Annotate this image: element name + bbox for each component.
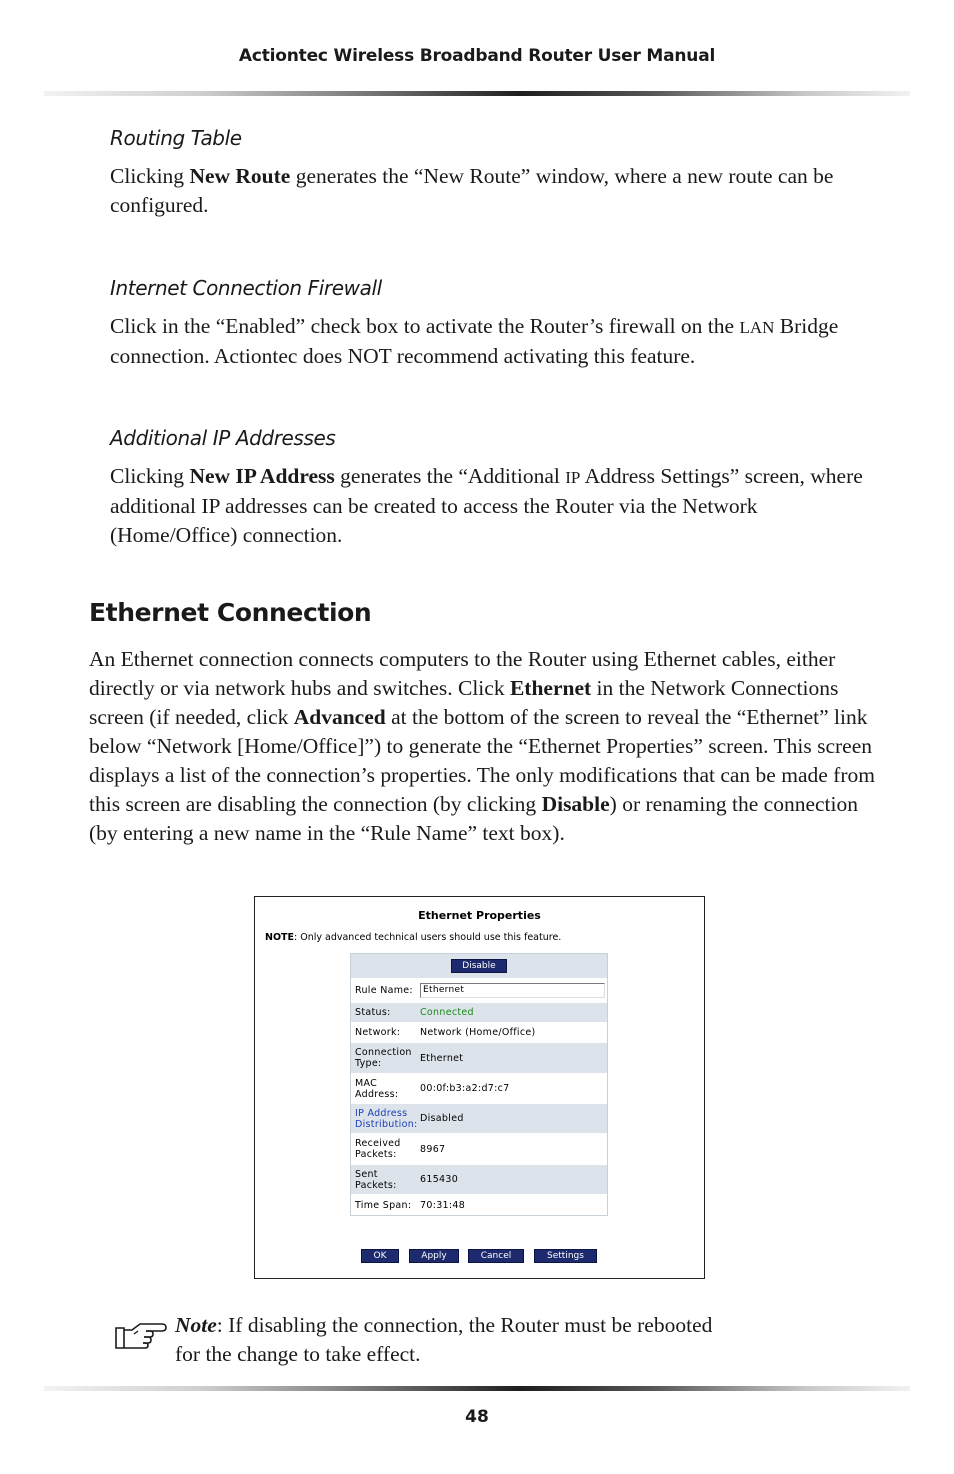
cancel-button[interactable]: Cancel bbox=[468, 1249, 524, 1263]
table-row: Sent Packets: 615430 bbox=[351, 1165, 607, 1195]
table-row: MAC Address: 00:0f:b3:a2:d7:c7 bbox=[351, 1074, 607, 1104]
new-ip-address-term: New IP Address bbox=[189, 464, 335, 488]
footer-divider bbox=[44, 1386, 910, 1391]
ip-address-distribution-link[interactable]: IP Address Distribution: bbox=[355, 1107, 418, 1130]
header-divider bbox=[44, 91, 910, 96]
additional-ip-heading: Additional IP Addresses bbox=[110, 426, 336, 450]
ethernet-properties-screenshot bbox=[254, 896, 705, 1279]
properties-table bbox=[350, 953, 608, 1216]
rule-name-input[interactable]: Ethernet bbox=[420, 983, 605, 998]
section-title: Ethernet Connection bbox=[89, 598, 372, 627]
table-row: Connection Type: Ethernet bbox=[351, 1043, 607, 1074]
running-head: Actiontec Wireless Broadband Router User Manual bbox=[238, 46, 716, 66]
firewall-heading: Internet Connection Firewall bbox=[110, 276, 382, 300]
rule-name-row bbox=[351, 979, 607, 1003]
disable-button[interactable]: Disable bbox=[451, 959, 507, 973]
disable-row bbox=[351, 954, 607, 979]
routing-table-paragraph: Clicking New Route generates the “New Route” window, where a new route can be configured. bbox=[110, 164, 834, 217]
status-value: Connected bbox=[420, 1007, 474, 1018]
routing-table-heading: Routing Table bbox=[110, 126, 242, 150]
table-row: Time Span: 70:31:48 bbox=[351, 1195, 607, 1215]
apply-button[interactable]: Apply bbox=[409, 1249, 459, 1263]
page-number: 48 bbox=[465, 1407, 489, 1427]
ok-button[interactable]: OK bbox=[361, 1249, 399, 1263]
table-row: Network: Network (Home/Office) bbox=[351, 1023, 607, 1043]
table-row: Status: Connected bbox=[351, 1003, 607, 1023]
settings-button[interactable]: Settings bbox=[534, 1249, 597, 1263]
table-row: IP Address Distribution: Disabled bbox=[351, 1104, 607, 1134]
note-text: Note: If disabling the connection, the Router must be rebooted for the change to take effect. bbox=[175, 1313, 713, 1366]
screenshot-title: Ethernet Properties bbox=[418, 909, 541, 922]
additional-ip-paragraph: Clicking New IP Address generates the “Additional IP Address Settings” screen, where additional IP addresses can be created to access the Router via the Network (Home/Office) connection. bbox=[110, 464, 863, 547]
pointing-hand-icon bbox=[114, 1318, 168, 1352]
action-buttons bbox=[255, 1249, 704, 1263]
new-route-term: New Route bbox=[189, 164, 291, 188]
firewall-paragraph: Click in the “Enabled” check box to activate the Router’s firewall on the LAN Bridge connection. Actiontec does NOT recommend activating this feature. bbox=[110, 314, 839, 368]
table-row: Received Packets: 8967 bbox=[351, 1134, 607, 1165]
screenshot-note: NOTE: Only advanced technical users should use this feature. bbox=[265, 932, 562, 943]
rule-name-label: Rule Name: bbox=[355, 985, 413, 996]
ethernet-paragraph: An Ethernet connection connects computers to the Router using Ethernet cables, either directly or via network hubs and switches. Click Ethernet in the Network Connections screen (if needed, click Advanced at the bottom of the screen to reveal the “Ethernet” link below “Network [Home/Office]”) to generate the “Ethernet Properties” screen. This screen displays a list of the connection’s properties. The only modifications that can be made from this screen are disabling the connection (by clicking Disable) or renaming the connection (by entering a new name in the “Rule Name” text box). bbox=[89, 647, 875, 845]
